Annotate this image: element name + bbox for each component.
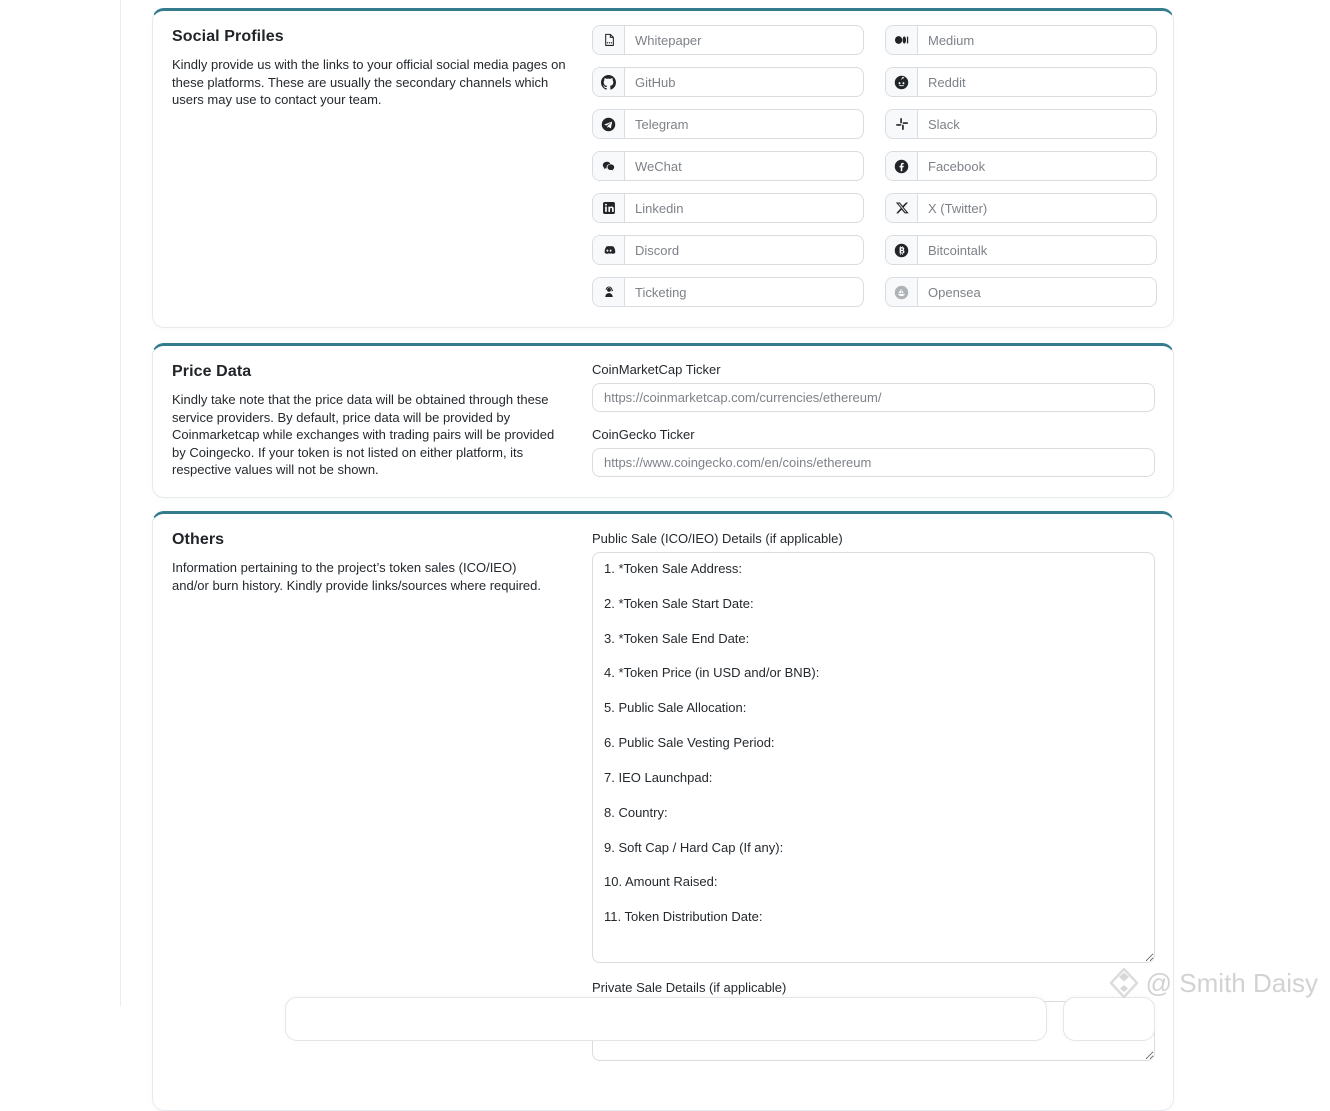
whitepaper-input[interactable]: [625, 26, 863, 54]
watermark-text: @ Smith Daisy: [1145, 967, 1318, 998]
discord-icon: [593, 236, 625, 264]
slack-icon: [886, 110, 918, 138]
wechat-input[interactable]: [625, 152, 863, 180]
wechat-icon: [593, 152, 625, 180]
medium-icon: [886, 26, 918, 54]
social-profiles-card: [152, 8, 1174, 328]
form-content: [152, 8, 1174, 1111]
reddit-icon: [886, 68, 918, 96]
ticketing-icon: [593, 278, 625, 306]
github-icon: [593, 68, 625, 96]
bitcointalk-icon: [886, 236, 918, 264]
section-title: Price Data: [172, 363, 252, 380]
linkedin-input[interactable]: [625, 194, 863, 222]
bitcointalk-input[interactable]: [918, 236, 1156, 264]
telegram-field-group: [592, 109, 864, 139]
medium-input[interactable]: [918, 26, 1156, 54]
left-divider: [120, 0, 121, 1006]
slack-input[interactable]: [918, 110, 1156, 138]
section-description: Kindly take note that the price data will be obtained through these service providers. By default, price data will be provided by Coinmarketcap while exchanges with trading pairs will be provided by Coingecko. If your token is not listed on either platform, its respective values will not be shown.: [172, 392, 555, 477]
facebook-icon: [886, 152, 918, 180]
facebook-field-group: [885, 151, 1157, 181]
telegram-input[interactable]: [625, 110, 863, 138]
linkedin-icon: [593, 194, 625, 222]
section-title: Others: [172, 531, 225, 548]
bottom-bar-side-box: [1063, 997, 1155, 1041]
social-profiles-intro: [153, 11, 592, 327]
coinmarketcap-ticker-input[interactable]: [592, 383, 1155, 412]
public-sale-textarea[interactable]: [592, 552, 1155, 963]
x-twitter-field-group: [885, 193, 1157, 223]
public-sale-label: Public Sale (ICO/IEO) Details (if applicable): [592, 531, 843, 546]
ticketing-field-group: [592, 277, 864, 307]
section-description: Kindly provide us with the links to your official social media pages on these platforms. These are usually the secondary channels which users may use to contact your team.: [172, 57, 566, 107]
github-input[interactable]: [625, 68, 863, 96]
whitepaper-icon: [593, 26, 625, 54]
price-data-fields: [592, 346, 1173, 497]
bottom-bar: [285, 997, 1047, 1041]
reddit-input[interactable]: [918, 68, 1156, 96]
opensea-field-group: [885, 277, 1157, 307]
slack-field-group: [885, 109, 1157, 139]
coingecko-ticker-input[interactable]: [592, 448, 1155, 477]
opensea-input[interactable]: [918, 278, 1156, 306]
section-title: Social Profiles: [172, 28, 284, 45]
social-profiles-fields: [592, 11, 1175, 327]
linkedin-field-group: [592, 193, 864, 223]
discord-field-group: [592, 235, 864, 265]
medium-field-group: [885, 25, 1157, 55]
section-description: Information pertaining to the project’s token sales (ICO/IEO) and/or burn history. Kindly provide links/sources where required.: [172, 560, 541, 593]
price-data-card: [152, 343, 1174, 498]
coinmarketcap-ticker-label: CoinMarketCap Ticker: [592, 362, 721, 377]
x-twitter-icon: [886, 194, 918, 222]
price-data-intro: [153, 346, 592, 497]
whitepaper-field-group: [592, 25, 864, 55]
opensea-icon: [886, 278, 918, 306]
coingecko-ticker-label: CoinGecko Ticker: [592, 427, 695, 442]
telegram-icon: [593, 110, 625, 138]
ticketing-input[interactable]: [625, 278, 863, 306]
x-twitter-input[interactable]: [918, 194, 1156, 222]
reddit-field-group: [885, 67, 1157, 97]
facebook-input[interactable]: [918, 152, 1156, 180]
discord-input[interactable]: [625, 236, 863, 264]
private-sale-label: Private Sale Details (if applicable): [592, 980, 787, 995]
wechat-field-group: [592, 151, 864, 181]
bitcointalk-field-group: [885, 235, 1157, 265]
github-field-group: [592, 67, 864, 97]
social-grid: [592, 25, 1157, 307]
